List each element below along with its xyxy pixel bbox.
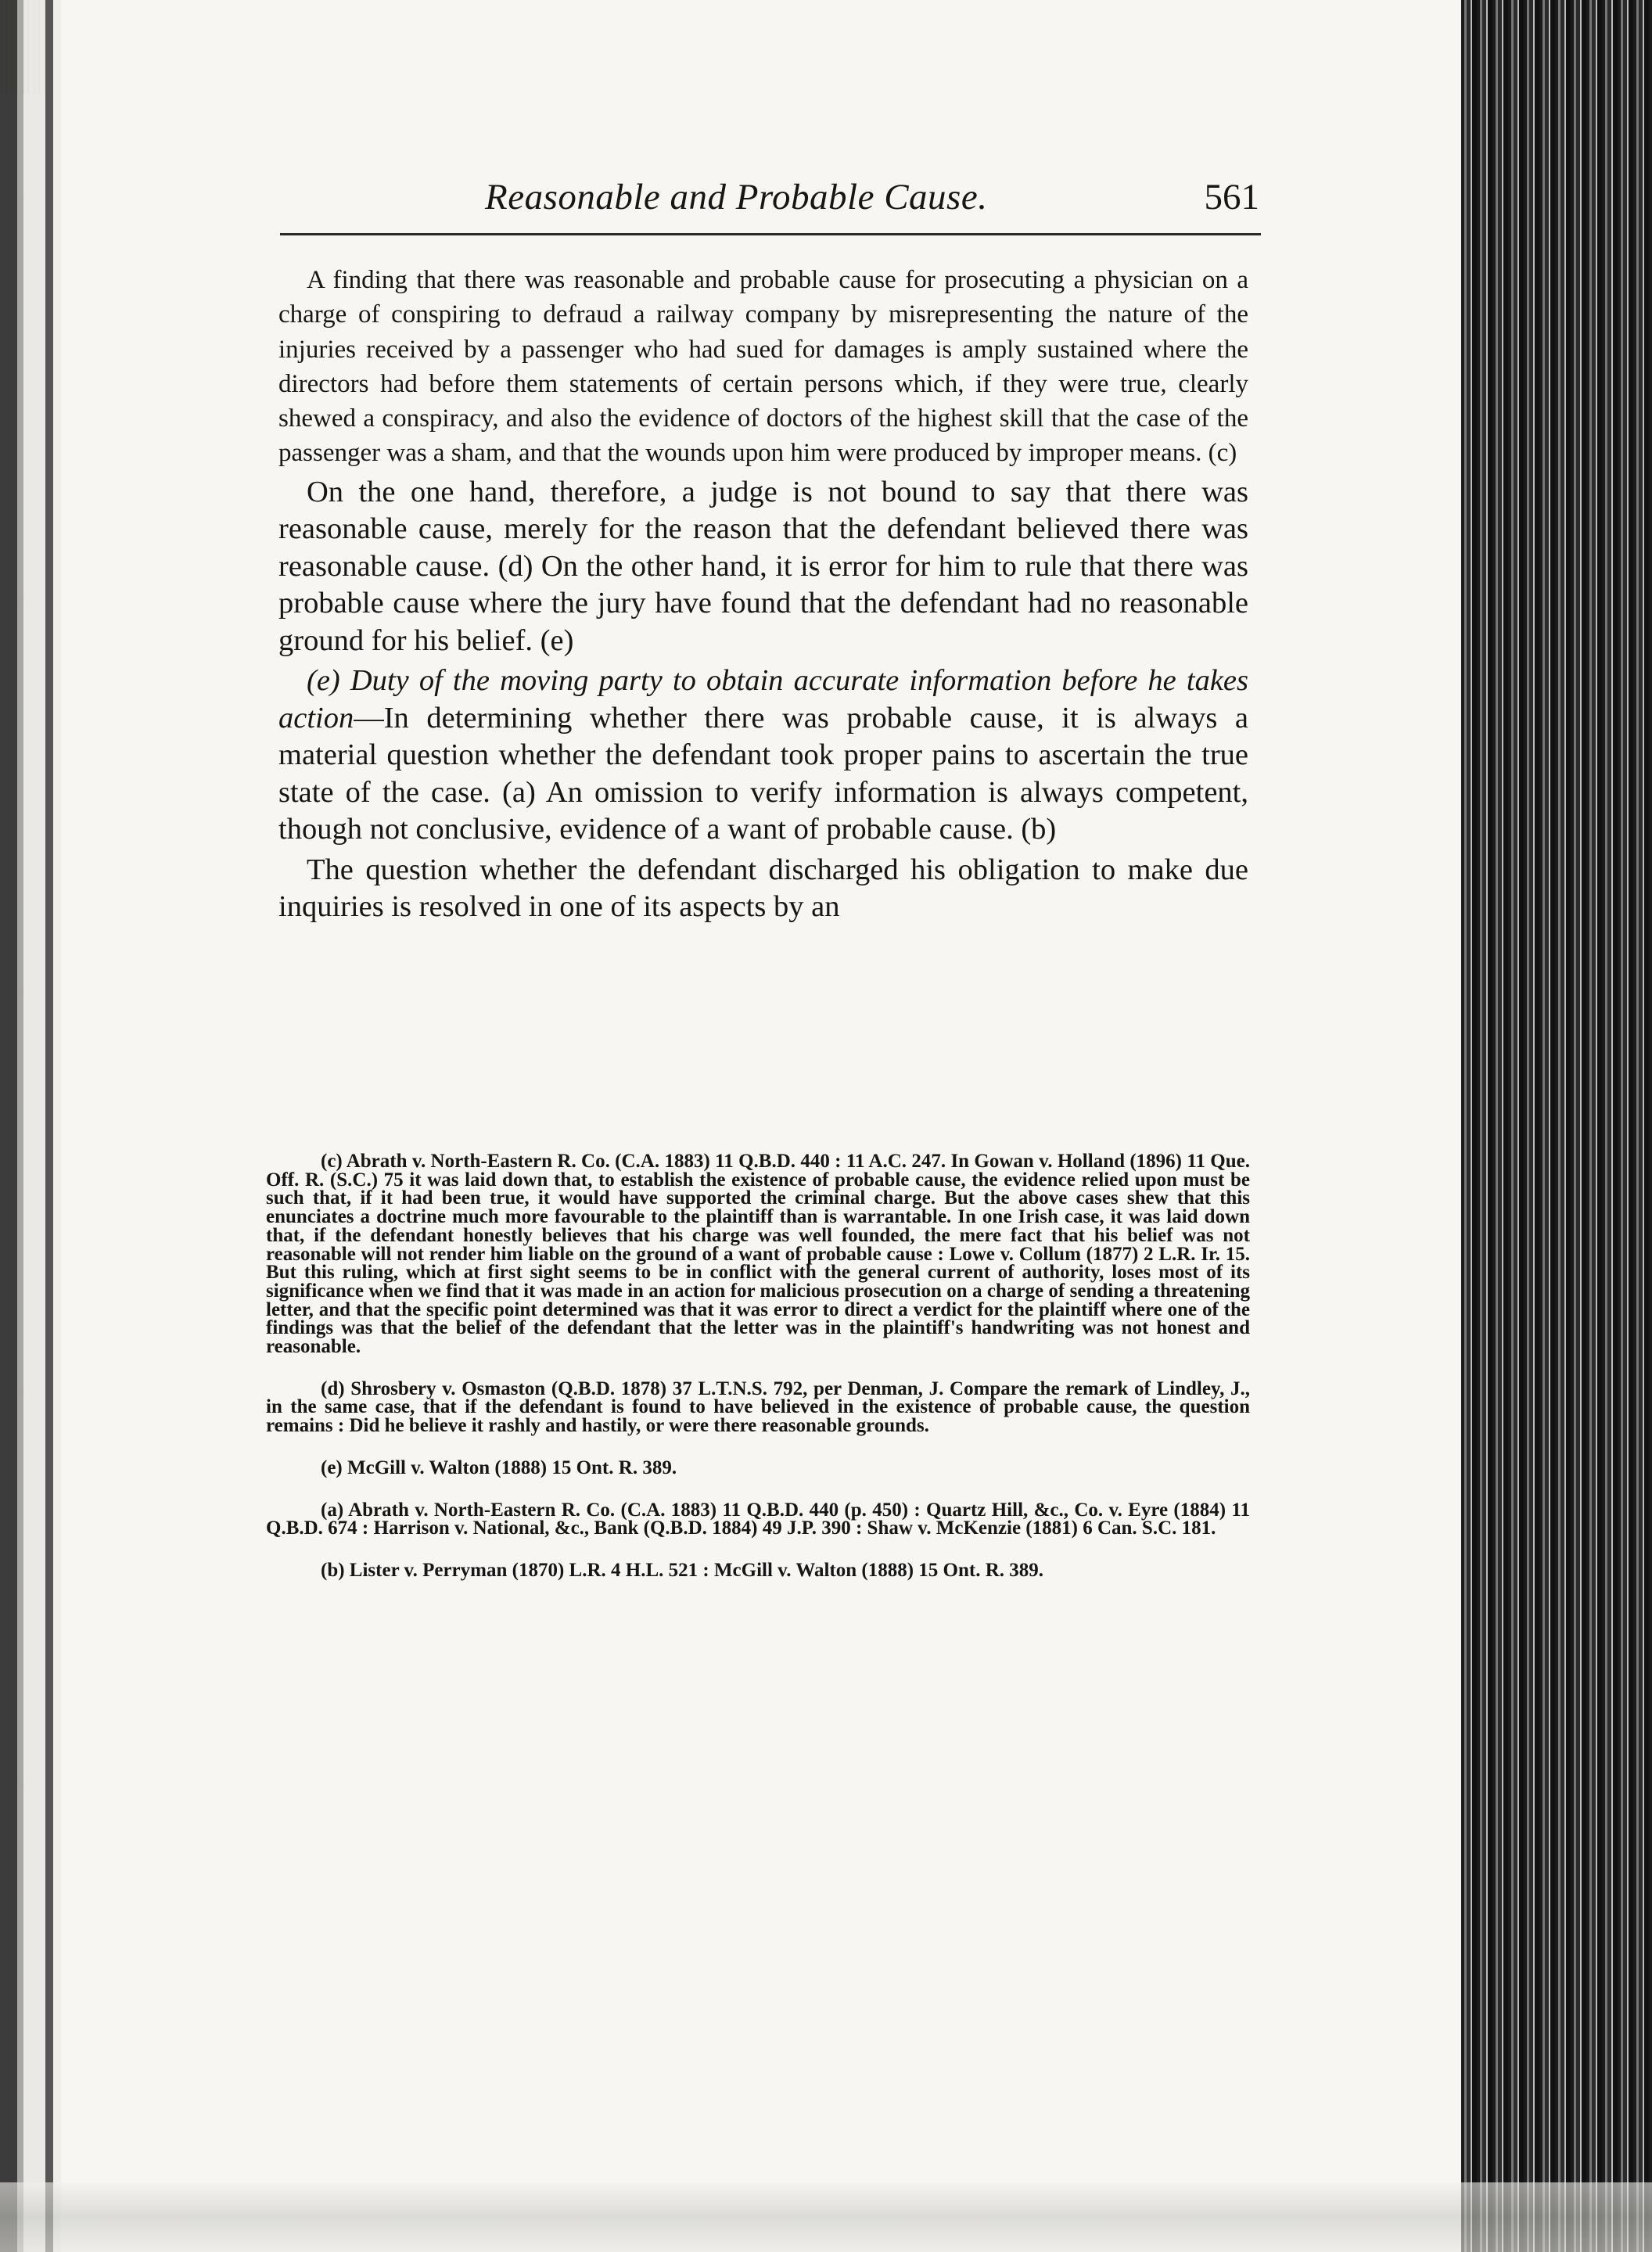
footnote-c: (c) Abrath v. North-Eastern R. Co. (C.A. 1883) 11 Q.B.D. 440 : 11 A.C. 247. In Gowan v. Holland (1896) 11 Que. Off. R. (S.C.) 75 it was laid down that, to establish the existence of probable cause, the evidence relied upon must be such that, if it had been true, it would have supported the criminal charge. But the above cases shew that this enunciates a doctrine much more favourable to the plaintiff than is warrantable. In one Irish case, it was laid down that, if the defendant honestly believes that his charge was well founded, the mere fact that his belief was not reasonable will not render him liable on the ground of a want of probable cause : Lowe v. Collum (1877) 2 L.R. Ir. 15. But this ruling, which at first sight seems to be in conflict with the general current of authority, loses most of its significance when we find that it was made in an action for malicious prosecution on a charge of sending a threatening letter, and that the specific point determined was that it was error to direct a verdict for the plaintiff where one of the findings was that the belief of the defendant that the letter was in the plaintiff's handwriting was not honest and reasonable. (266, 1151, 1250, 1358)
header-rule (280, 233, 1261, 235)
paragraph-text: A finding that there was reasonable and probable cause for prosecuting a physician on a charge of conspiring to defraud a railway company by misrepresenting the nature of the injuries received by a passenger who had sued for damages is amply sustained where the directors had before them statements of certain persons which, if they were true, clearly shewed a conspiracy, and also the evidence of doctors of the highest skill that the case of the passenger was a sham, and that the wounds upon him were produced by improper means. (c) (278, 266, 1248, 468)
paragraph-due-inquiries (278, 852, 1248, 926)
section-heading: (e) Duty of the moving party to obtain accurate information before he takes action (278, 664, 1248, 735)
page-number: 561 (1204, 177, 1259, 217)
footnote-b: (b) Lister v. Perryman (1870) L.R. 4 H.L. 521 : McGill v. Walton (1888) 15 Ont. R. 389. (321, 1559, 1044, 1581)
running-title: Reasonable and Probable Cause. (485, 177, 988, 217)
footnote-e: (e) McGill v. Walton (1888) 15 Ont. R. 389. (321, 1456, 677, 1478)
scan-right-edge (1461, 0, 1652, 2252)
body-text (278, 263, 1248, 926)
footnote-d: (d) Shrosbery v. Osmaston (Q.B.D. 1878) 37 L.T.N.S. 792, per Denman, J. Compare the remark of Lindley, J., in the same case, that if the defendant is found to have believed in the existence of probable cause, the question remains : Did he believe it rashly and hastily, or were there reasonable grounds. (266, 1377, 1250, 1437)
paragraph-text: —In determining whether there was probable cause, it is always a material question whether the defendant took proper pains to ascertain the true state of the case. (a) An omission to verify information is always competent, though not conclusive, evidence of a want of probable cause. (b) (278, 701, 1248, 846)
paragraph-physician-finding (278, 263, 1248, 471)
footnote-a: (a) Abrath v. North-Eastern R. Co. (C.A. 1883) 11 Q.B.D. 440 (p. 450) : Quartz Hill, &c., Co. v. Eyre (1884) 11 Q.B.D. 674 : Harrison v. National, &c., Bank (Q.B.D. 1884) 49 J.P. 390 : Shaw v. McKenzie (1881) 6 Can. S.C. 181. (266, 1499, 1250, 1539)
scan-bottom-edge (0, 2182, 1652, 2252)
paragraph-judge-not-bound (278, 474, 1248, 660)
scan-left-edge (0, 0, 61, 2252)
page-header (485, 176, 1259, 231)
paragraph-text: On the one hand, therefore, a judge is not bound to say that there was reasonable cause, merely for the reason that the defendant believed there was reasonable cause. (d) On the other hand, it is error for him to rule that there was probable cause where the jury have found that the defendant had no reasonable ground for his belief. (e) (278, 475, 1248, 657)
footnotes (266, 1152, 1250, 1604)
paragraph-duty-of-moving-party (278, 663, 1248, 849)
paragraph-text: The question whether the defendant discharged his obligation to make due inquiries is resolved in one of its aspects by an (278, 853, 1248, 924)
